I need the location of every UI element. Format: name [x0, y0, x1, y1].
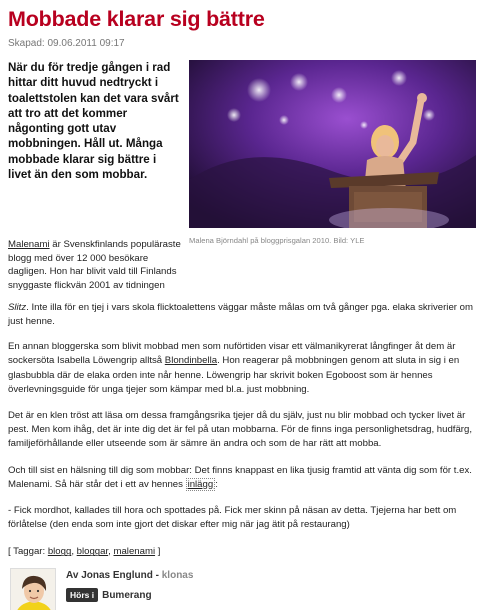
p2-before: En annan bloggerska som blivit mobbad men som nuförtiden visar ett välmanikyrerat långfinger åt dem är sockersöta Isabella Löwengrip alltså: [8, 341, 456, 367]
article-top: [8, 60, 476, 308]
tag-link-bloggar[interactable]: bloggar: [76, 546, 109, 558]
hors-i-row: [66, 588, 152, 602]
paragraph-quote: - Fick mordhot, kallades till hora och spottades på. Fick mer skinn på näsan av detta. Tjejerna har bett om förlåtelse (den enda som inte gjort det diskar efter mig när jag ätit på restaurang): [8, 505, 457, 531]
hors-i-badge: Hörs i: [66, 588, 98, 602]
meta-prefix: Skapad:: [8, 38, 48, 49]
article-lead: När du för tredje gången i rad hittar ditt huvud nedtryckt i toalettstolen kan det vara svårt att tro att det kommer någonting gott utav mobbningen. Håll ut. Många mobbade klarar sig bättre i livet än den som mobbar.: [8, 61, 179, 182]
photo-block: [189, 60, 476, 246]
tag-link-malenami[interactable]: malenami: [113, 546, 156, 558]
inlagg-link[interactable]: inlägg: [187, 478, 214, 490]
meta-date: 09.06.2011 09:17: [47, 38, 125, 49]
paragraph-blondinbella: [8, 340, 476, 397]
paragraph-comfort: Det är en klen tröst att läsa om dessa framgångsrika tjejer då du själv, just nu blir mobbad och tycker livet är pest. Men kom ihåg, det är inte dig det är fel på utan mobbarna. För de finns inga personlighetsdrag, hudfärg, familjeförhållande eller utseende som är sämre än andra och som de har rätt att mobba.: [8, 410, 472, 450]
author-byline: [66, 570, 193, 581]
article-title: Mobbade klarar sig bättre: [8, 7, 265, 31]
photo-caption: Malena Björndahl på bloggprisgalan 2010. Bild: YLE: [189, 236, 365, 245]
malenami-link[interactable]: Malenami: [8, 239, 50, 250]
intro-text: är Svenskfinlands populäraste blogg med över 12 000 besökare dagligen. Hon har blivit vald till Finlands snyggaste flickvän 2001 av tidningen: [8, 239, 181, 291]
slitz-text: Slitz: [8, 302, 27, 313]
tags-prefix: [ Taggar:: [8, 546, 48, 558]
stage-photo-graphic: [189, 60, 476, 228]
intro-rest-text: . Inte illa för en tjej i vars skola flicktoalettens väggar måste målas om två gånger pga. elaka skriverier om just henne.: [8, 302, 473, 327]
article: [8, 6, 476, 610]
tags-line: [ Taggar: blogg, bloggar, malenami ]: [8, 546, 161, 558]
paragraph-greeting: [8, 464, 476, 492]
author-avatar-graphic: [11, 569, 56, 610]
tags-suffix: ]: [155, 546, 161, 558]
p4-after: :: [215, 478, 218, 490]
p2-after: . Hon reagerar på mobbningen genom att sluta in sig i en glasbubbla där de elaka orden inte når henne. Löwengrip har skrivit boken Egoboost som är hennes överlevningsguide för unga tjejer som kämpar med bl.a. just mobbning.: [8, 355, 460, 395]
hors-show-name[interactable]: Bumerang: [102, 589, 152, 601]
author-box: [8, 568, 476, 610]
author-handle[interactable]: klonas: [161, 570, 194, 582]
blondinbella-link[interactable]: Blondinbella: [164, 355, 218, 367]
intro-paragraph: [8, 238, 182, 292]
author-avatar[interactable]: [10, 568, 56, 610]
article-photo[interactable]: [189, 60, 476, 228]
author-name: Av Jonas Englund -: [66, 570, 162, 582]
tag-link-blogg[interactable]: blogg: [47, 546, 72, 558]
p4-before: Och till sist en hälsning till dig som mobbar: Det finns knappast en lika tjusig framtid att vänta dig som för t.ex. Malenami. Så här står det i ett av hennes: [8, 464, 472, 490]
article-meta: [8, 38, 476, 50]
